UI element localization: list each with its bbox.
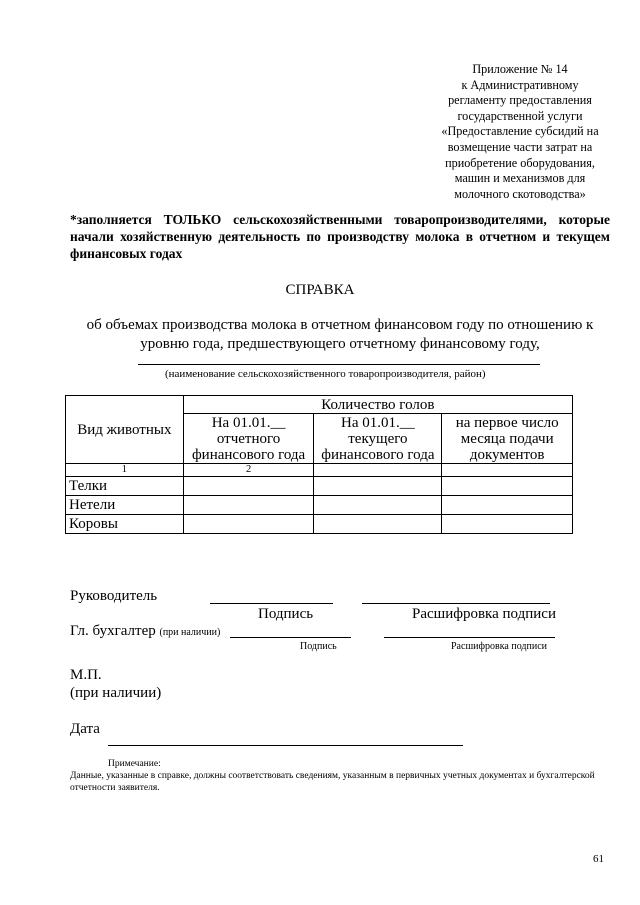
appendix-line: к Административному [461, 77, 579, 92]
accountant-sign-caption: Подпись [300, 641, 337, 652]
date-line [108, 745, 463, 746]
table-cell[interactable] [183, 477, 314, 496]
accountant-note: (при наличии) [159, 627, 221, 638]
date-label: Дата [70, 721, 100, 737]
table-cell[interactable] [183, 496, 314, 515]
name-caption: (наименование сельскохозяйственного товаропроизводителя, район) [165, 368, 486, 380]
appendix-block [430, 62, 610, 202]
column-number: 2 [183, 464, 314, 477]
column-number [314, 464, 442, 477]
header-reporting-year: На 01.01.__ отчетного финансового года [183, 414, 314, 464]
column-number [442, 464, 573, 477]
table-cell[interactable] [314, 515, 442, 534]
accountant-decode-line [384, 637, 555, 638]
appendix-line: Приложение № 14 [472, 62, 568, 76]
appendix-line: возмещение части затрат на [447, 139, 593, 154]
head-sign-line [210, 603, 333, 604]
header-submission-month: на первое число месяца подачи документов [442, 414, 573, 464]
header-current-year: На 01.01.__ текущего финансового года [314, 414, 442, 464]
table-cell[interactable] [314, 477, 442, 496]
head-label: Руководитель [70, 588, 158, 604]
accountant-label: Гл. бухгалтер (при наличии) [70, 623, 221, 639]
table-cell[interactable] [442, 496, 573, 515]
stamp-note: (при наличии) [70, 685, 162, 701]
document-title: СПРАВКА [285, 282, 355, 298]
appendix-line: молочного скотоводства» [454, 186, 586, 201]
stamp-label: М.П. [70, 667, 102, 683]
table-cell[interactable] [183, 515, 314, 534]
name-fill-line [138, 364, 540, 365]
document-subtitle: об объемах производства молока в отчетном финансовом году по отношению к уровню года, предшествующего отчетному финансовому году, [86, 317, 594, 352]
head-decode-line [362, 603, 550, 604]
remark-title: Примечание: [108, 759, 161, 769]
accountant-sign-line [230, 637, 351, 638]
remark-text: Данные, указанные в справке, должны соответствовать сведениям, указанным в первичных учетных документах и бухгалтерской отчетности заявителя. [70, 771, 595, 793]
appendix-line: регламенту предоставления [448, 93, 592, 108]
table-cell[interactable] [442, 477, 573, 496]
head-sign-caption: Подпись [258, 606, 314, 622]
livestock-table [65, 395, 573, 534]
accountant-decode-caption: Расшифровка подписи [451, 641, 547, 652]
column-number: 1 [66, 464, 184, 477]
appendix-line: «Предоставление субсидий на [441, 124, 599, 139]
appendix-line: приобретение оборудования, [445, 155, 595, 170]
row-label-pregnant-heifers: Нетели [66, 496, 184, 515]
bold-note: *заполняется ТОЛЬКО сельскохозяйственными товаропроизводителями, которые начали хозяйственную деятельность по производству молока в отчетном и текущем финансовых годах [70, 212, 610, 261]
appendix-line: машин и механизмов для [454, 171, 586, 186]
header-animal-type: Вид животных [66, 396, 184, 464]
row-label-cows: Коровы [66, 515, 184, 534]
page-number: 61 [593, 853, 604, 865]
appendix-line: государственной услуги [457, 108, 583, 123]
header-head-count: Количество голов [183, 396, 572, 414]
head-decode-caption: Расшифровка подписи [412, 606, 556, 622]
table-cell[interactable] [314, 496, 442, 515]
row-label-heifers: Телки [66, 477, 184, 496]
table-cell[interactable] [442, 515, 573, 534]
